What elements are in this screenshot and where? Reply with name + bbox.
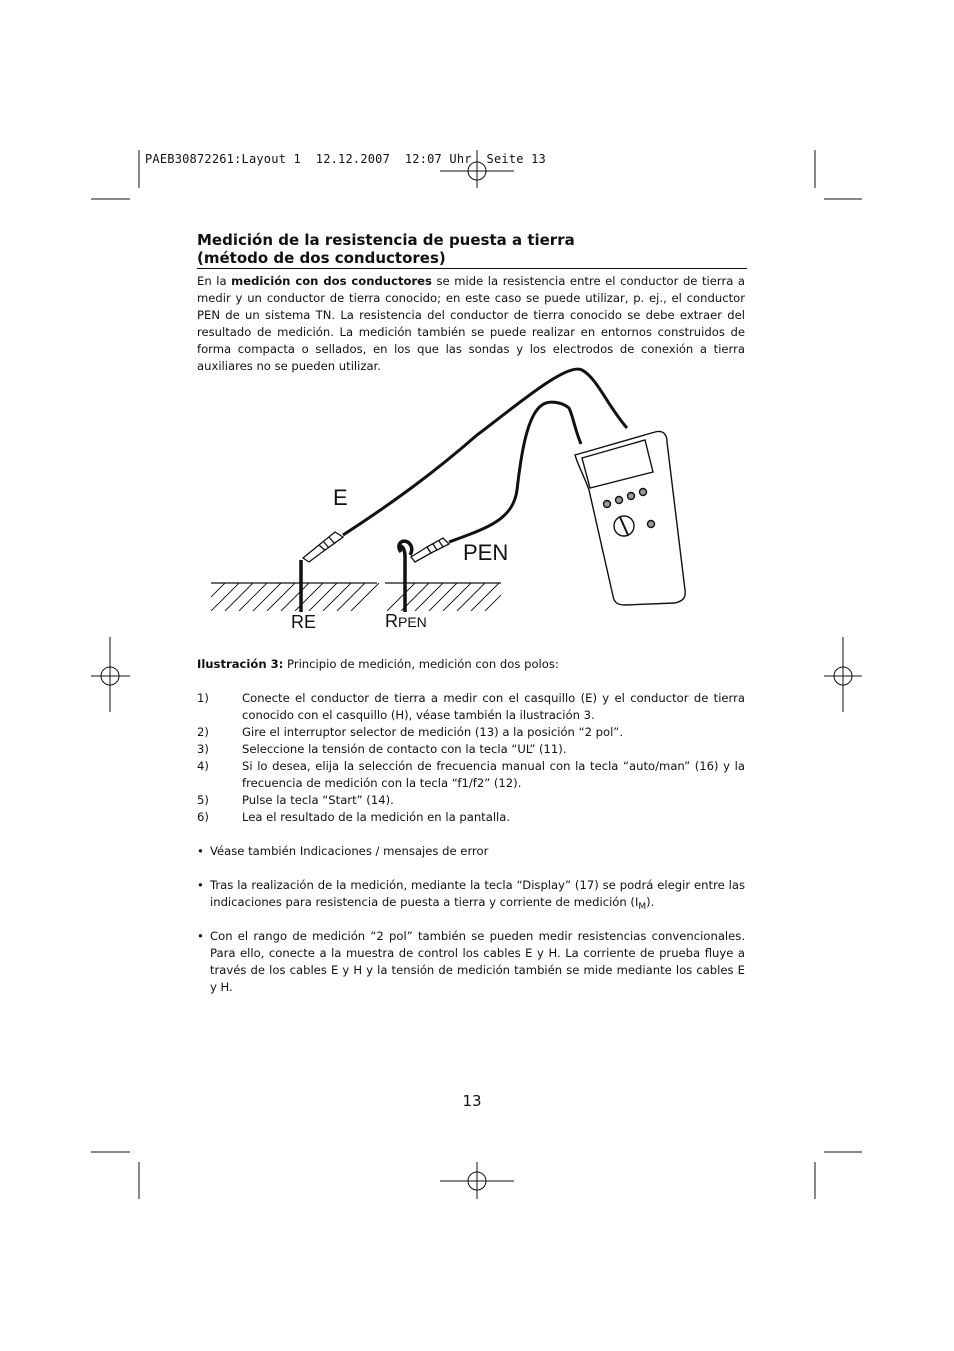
section-heading [197,231,757,267]
step-item [197,690,745,724]
bullet-item-see-also [197,843,745,860]
label-r-pen [385,611,427,631]
figure-caption [197,656,745,673]
device-button-5 [648,521,655,528]
heading-line-2: (método de dos conductores) [197,249,446,267]
bullet-symbol: • [197,844,204,858]
bullet-display-subscript: M [638,902,647,912]
bullet-symbol: • [197,878,204,892]
step-item [197,724,745,741]
device-button-3 [628,493,635,500]
clip-pen [411,538,449,562]
step-text: Seleccione la tensión de contacto con la tecla “UL” (11). [242,742,567,756]
caption-label: Ilustración 3: [197,657,284,671]
label-r-subscript: PEN [398,614,427,630]
cable-pen [449,402,581,542]
step-number: 1) [197,691,209,705]
bullet-display-end: ). [646,895,655,909]
step-text: Pulse la tecla “Start” (14). [242,793,394,807]
step-number: 2) [197,725,209,739]
heading-line-1: Medición de la resistencia de puesta a tierra [197,231,575,249]
step-text: Si lo desea, elija la selección de frecuencia manual con la tecla “auto/man” (16) y la frecuencia de medición con la tecla “f1/f2” (12). [242,759,745,790]
page-number: 13 [462,1092,482,1110]
device-button-2 [616,497,623,504]
step-text: Conecte el conductor de tierra a medir con el casquillo (E) y el conductor de tierra conocido con el casquillo (H), véase también la ilustración 3. [242,691,745,722]
step-item [197,741,745,758]
label-re: RE [291,612,317,632]
step-number: 3) [197,742,209,756]
print-slug-line: PAEB30872261:Layout 1 12.12.2007 12:07 Uhr Seite 13 [145,152,546,166]
step-text: Lea el resultado de la medición en la pantalla. [242,810,511,824]
step-text: Gire el interruptor selector de medición (13) a la posición “2 pol”. [242,725,624,739]
bullet-text [210,877,745,916]
bullet-text: Véase también Indicaciones / mensajes de error [210,844,489,858]
measurement-illustration [197,360,757,640]
step-number: 6) [197,810,209,824]
device-button-4 [640,489,647,496]
intro-bold-term: medición con dos conductores [231,274,432,288]
label-e: E [333,485,348,510]
device-button-1 [604,501,611,508]
step-item [197,792,745,809]
step-number: 5) [197,793,209,807]
label-pen: PEN [463,540,509,565]
steps-list [197,690,745,826]
caption-text: Principio de medición, medición con dos polos: [283,657,559,671]
step-item [197,758,745,792]
ground-hatching [197,583,513,611]
intro-prefix: En la [197,274,232,288]
label-r: R [385,611,398,631]
clip-e [303,532,343,562]
bullet-display-text: Tras la realización de la medición, mediante la tecla “Display” (17) se podrá elegir entre las indicaciones para resistencia de puesta a tierra y corriente de medición (I [210,878,745,909]
bullet-item-2pol [197,928,745,996]
intro-rest: se mide la resistencia entre el conductor de tierra a medir y un conductor de tierra conocido; en este caso se puede utilizar, p. ej., el conductor PEN de un sistema TN. La resistencia del conductor de tierra conocido se debe extraer del resultado de medición. La medición también se puede realizar en entornos construidos de forma compacta o sellados, en los que las sondas y los electrodos de conexión a tierra auxiliares no se pueden utilizar. [197,274,746,373]
bullet-symbol: • [197,929,204,943]
step-item [197,809,745,826]
earth-tester-device [575,431,685,605]
step-number: 4) [197,759,209,773]
heading-rule [197,268,747,269]
bullet-text: Con el rango de medición “2 pol” también se pueden medir resistencias convencionales. Para ello, conecte a la muestra de control los cables E y H. La corriente de prueba fluye a través de los cables E y H y la tensión de medición también se mide mediante los cables E y H. [210,929,745,994]
pen-hook-rod [400,546,405,612]
bullet-item-display [197,877,745,916]
